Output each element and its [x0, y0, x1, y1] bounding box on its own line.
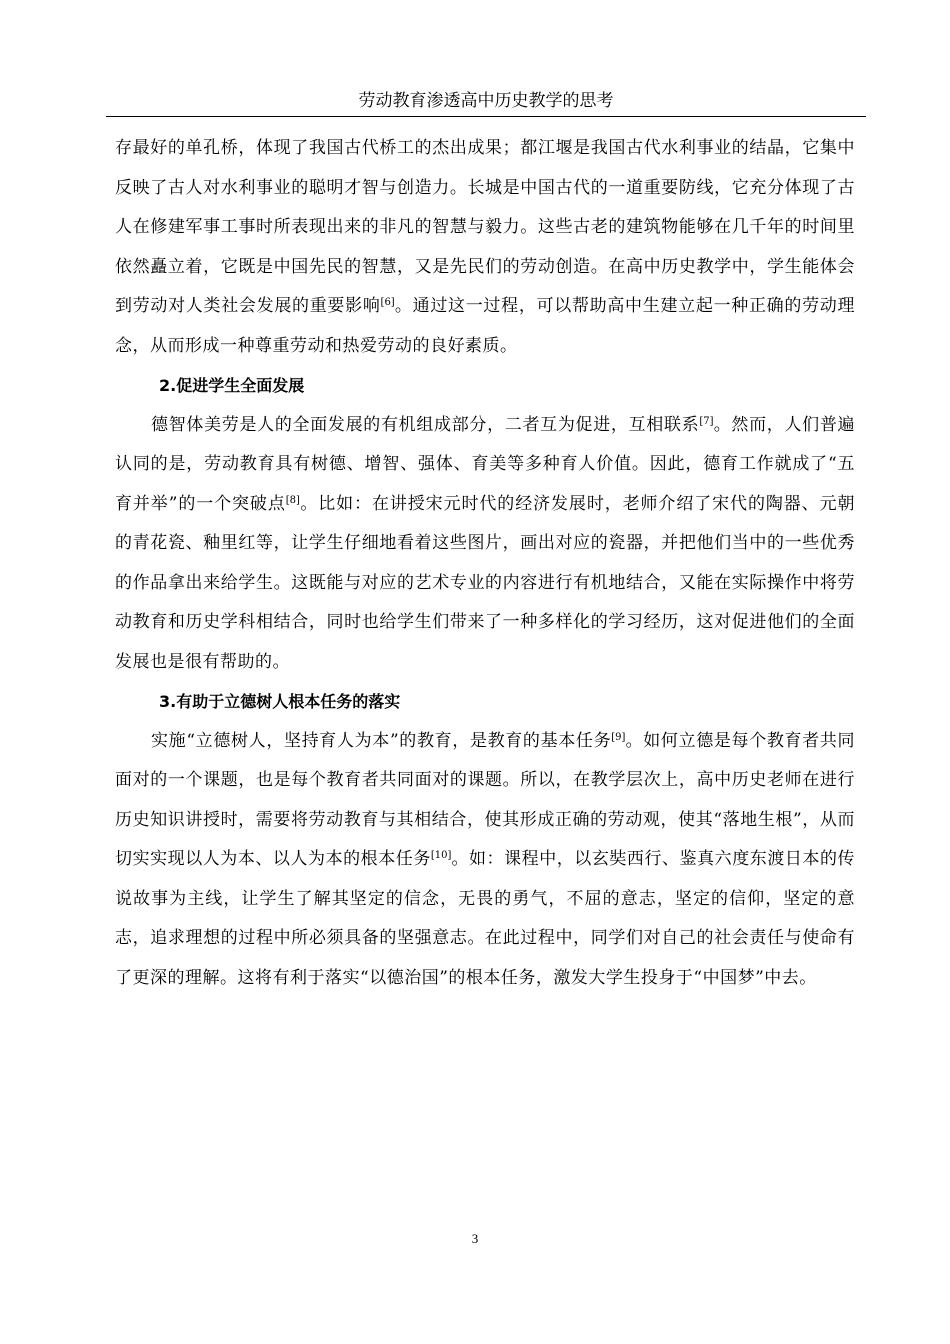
page-number: 3 — [471, 1231, 479, 1246]
paragraph-text: 存最好的单孔桥，体现了我国古代桥工的杰出成果；都江堰是我国古代水利事业的结晶，它集中反映了古人对水利事业的聪明才智与创造力。长城是中国古代的一道重要防线，它充分体现了古人在修建军事工事时所表现出来的非凡的智慧与毅力。这些古老的建筑物能够在几千年的时间里依然矗立着，它既是中国先民的智慧，又是先民们的劳动创造。在高中历史教学中，学生能体会到劳动对人类社会发展的重要影响 — [115, 138, 855, 316]
section-heading-2: 2.促进学生全面发展 — [159, 376, 305, 395]
paragraph-text: 。比如：在讲授宋元时代的经济发展时，老师介绍了宋代的陶器、元朝的青花瓷、釉里红等，让学生仔细地看着这些图片，画出对应的瓷器，并把他们当中的一些优秀的作品拿出来给学生。这既能与对应的艺术专业的内容进行有机地结合，又能在实际操作中将劳动教育和历史学科相结合，同时也给学生们带来了一种多样化的学习经历，这对促进他们的全面发展也是很有帮助的。 — [115, 493, 855, 672]
paragraph-text: 德智体美劳是人的全面发展的有机组成部分，二者互为促进，互相联系 — [151, 414, 700, 435]
paragraph-continuation — [115, 129, 855, 366]
citation-ref: [8] — [285, 494, 300, 506]
paragraph-text: 实施“立德树人，坚持育人为本”的教育，是教育的基本任务 — [151, 730, 612, 751]
citation-ref: [10] — [430, 850, 452, 861]
paragraph-text: 。通过这一过程，可以帮助高中生建立起一种正确的劳动理念，从而形成一种尊重劳动和热爱劳动的良好素质。 — [115, 296, 855, 356]
paragraph-text: 。如何立德是每个教育者共同面对的一个课题，也是每个教育者共同面对的课题。所以，在教学层次上，高中历史老师在进行历史知识讲授时，需要将劳动教育与其相结合，使其形成正确的劳动观，使其“落地生根”，从而切实实现以人为本、以人为本的根本任务 — [115, 730, 855, 869]
section-heading-3: 3.有助于立德树人根本任务的落实 — [159, 692, 401, 711]
paragraph-overall-development — [115, 406, 855, 683]
running-header-title: 劳动教育渗透高中历史教学的思考 — [358, 91, 614, 111]
citation-ref: [7] — [699, 415, 714, 427]
paragraph-text: 。然而，人们普遍认同的是，劳动教育具有树德、增智、强体、育美等多种育人价值。因此，德育工作就成了“五育并举”的一个突破点 — [115, 414, 856, 514]
paragraph-moral-education — [115, 722, 855, 999]
body-content — [115, 129, 855, 998]
citation-ref: [9] — [611, 731, 626, 743]
header-divider — [106, 116, 866, 117]
paragraph-text: 。如：课程中，以玄奘西行、鉴真六度东渡日本的传说故事为主线，让学生了解其坚定的信念，无畏的勇气，不屈的意志，坚定的信仰，坚定的意志，追求理想的过程中所必须具备的坚强意志。在此过程中，同学们对自己的社会责任与使命有了更深的理解。这将有利于落实“以德治国”的根本任务，激发大学生投身于“中国梦”中去。 — [115, 849, 856, 988]
citation-ref: [6] — [380, 297, 395, 308]
